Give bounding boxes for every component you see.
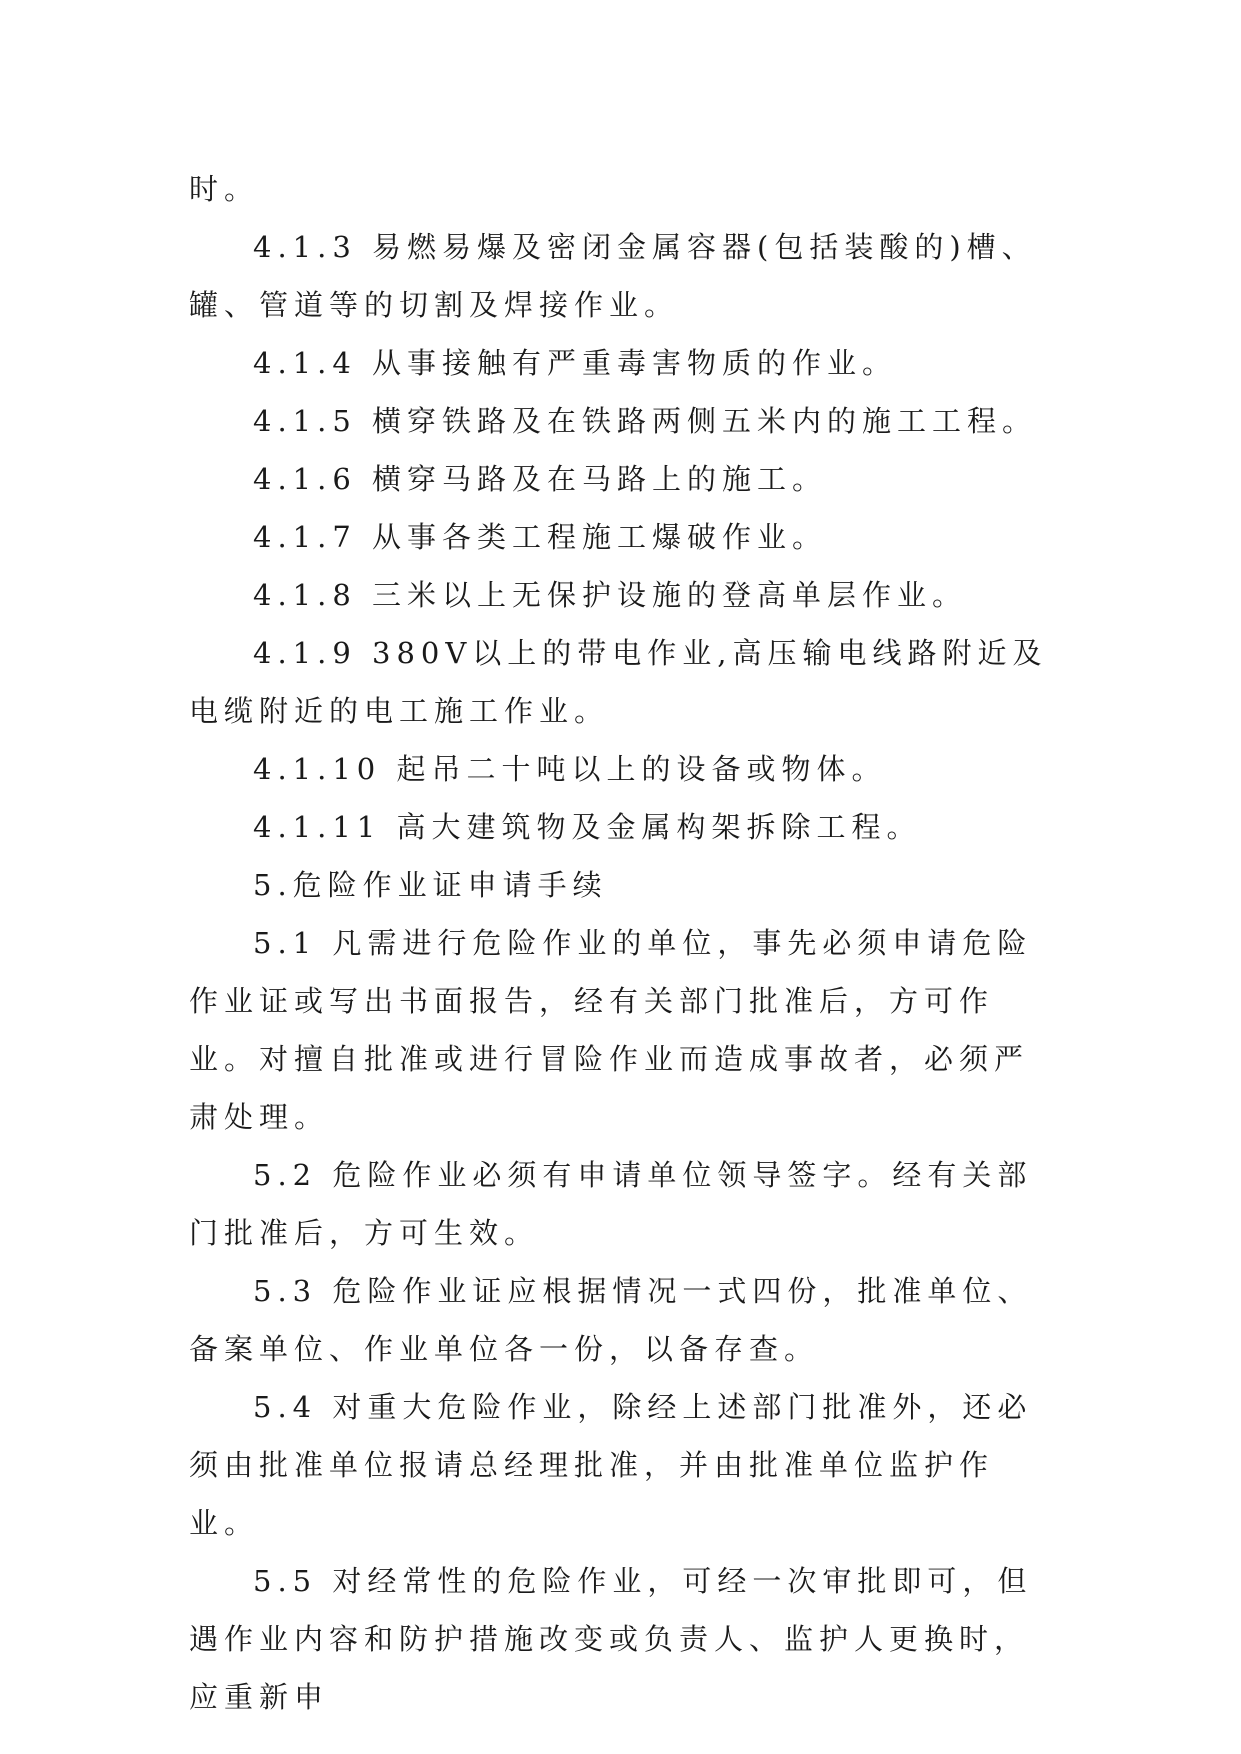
paragraph-14: 5.3 危险作业证应根据情况一式四份，批准单位、备案单位、作业单位各一份，以备存查。 [189, 1274, 1033, 1366]
paragraph-5: 4.1.6 横穿马路及在马路上的施工。 [253, 462, 828, 496]
paragraph-2: 4.1.3 易燃易爆及密闭金属容器(包括装酸的)槽、罐、管道等的切割及焊接作业。 [189, 230, 1037, 322]
paragraph-1: 时。 [189, 172, 260, 206]
paragraph-6: 4.1.7 从事各类工程施工爆破作业。 [253, 520, 828, 554]
paragraph-7: 4.1.8 三米以上无保护设施的登高单层作业。 [253, 578, 968, 612]
paragraph-9: 4.1.10 起吊二十吨以上的设备或物体。 [253, 752, 887, 786]
document-body [189, 160, 1059, 1726]
paragraph-10: 4.1.11 高大建筑物及金属构架拆除工程。 [253, 810, 922, 844]
paragraph-16: 5.5 对经常性的危险作业，可经一次审批即可，但遇作业内容和防护措施改变或负责人、监护人更换时，应重新申 [189, 1564, 1033, 1714]
paragraph-15: 5.4 对重大危险作业，除经上述部门批准外，还必须由批准单位报请总经理批准，并由批准单位监护作业。 [189, 1390, 1033, 1540]
paragraph-8: 4.1.9 380V以上的带电作业,高压输电线路附近及电缆附近的电工施工作业。 [189, 636, 1048, 728]
paragraph-4: 4.1.5 横穿铁路及在铁路两侧五米内的施工工程。 [253, 404, 1038, 438]
paragraph-13: 5.2 危险作业必须有申请单位领导签字。经有关部门批准后，方可生效。 [189, 1158, 1033, 1250]
paragraph-3: 4.1.4 从事接触有严重毒害物质的作业。 [253, 346, 898, 380]
section-heading: 5.危险作业证申请手续 [253, 868, 608, 902]
paragraph-12: 5.1 凡需进行危险作业的单位，事先必须申请危险作业证或写出书面报告，经有关部门批准后，方可作业。对擅自批准或进行冒险作业而造成事故者，必须严肃处理。 [189, 926, 1033, 1134]
